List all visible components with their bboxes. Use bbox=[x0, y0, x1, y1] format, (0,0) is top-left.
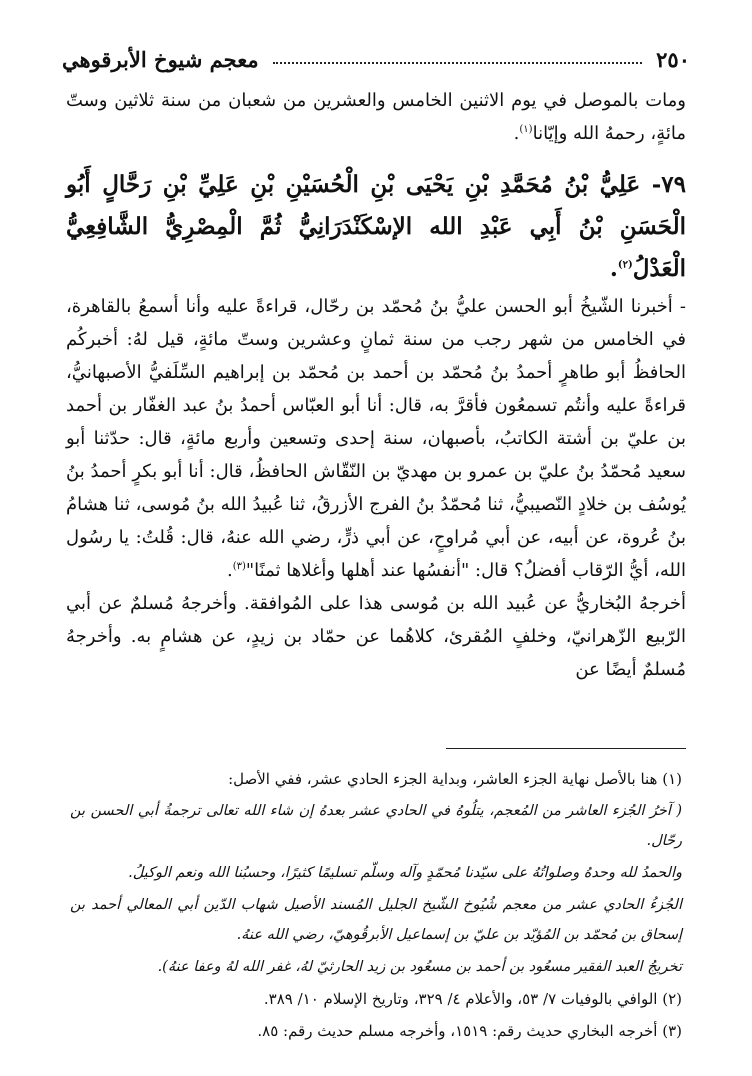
entry-heading-text: ٧٩- عَلِيُّ بْنُ مُحَمَّدِ بْنِ يَحْيَى بْنِ الْحُسَيْنِ بْنِ عَلِيِّ بْنِ رَحَّالٍ أَبُو الْحَسَنِ بْنُ أَبِي عَبْدِ الله الإسْكَنْدَرَانِيُّ ثُمَّ الْمِصْرِيُّ الشَّافِعِيُّ الْعَدْلُ bbox=[66, 171, 686, 282]
footnote-separator bbox=[446, 748, 686, 749]
page-header bbox=[62, 28, 690, 72]
page-number: ٢٥٠ bbox=[656, 47, 690, 72]
footnote-1-quote-line-3: الجُزءُ الحادي عشر من معجم شُيُوخ الشّيخ الجليل المُسند الأصيل شهاب الدّين أبي المعالي أحمد بن إسحاق بن مُحمّد بن المُؤيّد بن عليّ بن إسماعيل الأبرقُوهيّ، رضي الله عنهُ. bbox=[70, 897, 682, 943]
footnote-3: (٣) أخرجه البخاري حديث رقم: ١٥١٩، وأخرجه مسلم حديث رقم: ٨٥. bbox=[257, 1022, 682, 1040]
previous-entry-tail: ومات بالموصل في يوم الاثنين الخامس والعشرين من شعبان من سنة ثلاثين وستّ مائةٍ، رحمهُ الله وإيّانا$^{(١)}$. bbox=[66, 90, 686, 144]
footnote-mark-1: (١) bbox=[519, 124, 533, 135]
header-dotted-leader bbox=[273, 62, 643, 64]
footnote-1-quote-line-4: تخريجُ العبد الفقير مسعُود بن أحمد بن مسعُود بن زيد الحارثيّ لهُ، غفر الله لهُ وعفا عنهُ). bbox=[157, 959, 682, 975]
footnotes bbox=[70, 764, 682, 1048]
footnote-1-intro: (١) هنا بالأصل نهاية الجزء العاشر، وبداية الجزء الحادي عشر، ففي الأصل: bbox=[228, 770, 682, 788]
main-text bbox=[66, 84, 686, 686]
footnote-mark-2: (٢) bbox=[617, 259, 633, 271]
footnote-1-quote-line-1: ( آخرُ الجُزء العاشر من المُعجم، يتلُوهُ في الحادي عشر بعدهُ إن شاء الله تعالى ترجمةُ أبي الحسن بن رحّال. bbox=[70, 803, 682, 849]
intro-text: ومات بالموصل في يوم الاثنين الخامس والعشرين من شعبان من سنة ثلاثين وستّ مائةٍ، رحمهُ الله وإيّانا bbox=[66, 90, 686, 144]
running-title: معجم شيوخ الأبرقوهي bbox=[62, 47, 259, 72]
footnote-1-quote-line-2: والحمدُ لله وحدهُ وصلواتُهُ على سيّدنا مُحمّدٍ وآله وسلّم تسليمًا كثيرًا، وحسبُنا الله ونعم الوكيلُ. bbox=[128, 865, 682, 881]
takhrij-paragraph: أخرجهُ البُخاريُّ عن عُبيد الله بن مُوسى هذا على المُوافقة. وأخرجهُ مُسلمٌ عن أبي الرّبيع الزّهرانيّ، وخلفٍ المُقرئ، كلاهُما عن حمّاد بن زيدٍ، عن هشامٍ به. وأخرجهُ مُسلمٌ أيضًا عن bbox=[66, 593, 686, 680]
hadith-paragraph: - أخبرنا الشّيخُ أبو الحسن عليُّ بنُ مُحمّد بن رحّال، قراءةً عليه وأنا أسمعُ بالقاهرة، في الخامس من شهر رجب من سنة ثمانٍ وعشرين وستّ مائةٍ، قيل لهُ: أخبركُم الحافظُ أبو طاهرٍ أحمدُ بنُ مُحمّد بن أحمد بن مُحمّد بن إبراهيم السِّلَفيُّ الأصبهانيُّ، قراءةً عليه وأنتُم تسمعُون فأقرَّ به، قال: أنا أبو العبّاس أحمدُ بنُ عبد الغفّار بن أحمد بن عليّ بن أشتة الكاتبُ، بأصبهان، سنة إحدى وتسعين وأربع مائةٍ، قال: حدّثنا أبو سعيد مُحمّدُ بنُ عليّ بن عمرو بن مهديّ بن النّقّاش الحافظُ، قال: أنا أبو بكرٍ أحمدُ بنُ يُوسُف بن خلادٍ النّصيبيُّ، ثنا مُحمّدُ بنُ الفرج الأزرقُ، ثنا عُبيدُ الله بنُ مُوسى، ثنا هشامُ بنُ عُروة، عن أبيه، عن أبي مُراوحٍ، عن أبي ذرٍّ، رضي الله عنهُ، قال: قُلتُ: يا رسُول الله، أيُّ الرّقاب أفضلُ؟ قال: "أنفسُها عند أهلها وأغلاها ثمنًا"$^{(٣)}$. bbox=[66, 296, 686, 581]
entry-heading: ٧٩- عَلِيُّ بْنُ مُحَمَّدِ بْنِ يَحْيَى بْنِ الْحُسَيْنِ بْنِ عَلِيِّ بْنِ رَحَّالٍ أَبُو الْحَسَنِ بْنُ أَبِي عَبْدِ الله الإسْكَنْدَرَانِيُّ ثُمَّ الْمِصْرِيُّ الشَّافِعِيُّ الْعَدْلُ$^{(٢)}$. bbox=[66, 171, 686, 282]
footnote-mark-3: (٣) bbox=[232, 561, 246, 572]
hadith-text: - أخبرنا الشّيخُ أبو الحسن عليُّ بنُ مُحمّد بن رحّال، قراءةً عليه وأنا أسمعُ بالقاهرة، في الخامس من شهر رجب من سنة ثمانٍ وعشرين وستّ مائةٍ، قيل لهُ: أخبركُم الحافظُ أبو طاهرٍ أحمدُ بنُ مُحمّد بن أحمد بن مُحمّد بن إبراهيم السِّلَفيُّ الأصبهانيُّ، قراءةً عليه وأنتُم تسمعُون فأقرَّ به، قال: أنا أبو العبّاس أحمدُ بنُ عبد الغفّار بن أحمد بن عليّ بن أشتة الكاتبُ، بأصبهان، سنة إحدى وتسعين وأربع مائةٍ، قال: حدّثنا أبو سعيد مُحمّدُ بنُ عليّ بن عمرو بن مهديّ بن النّقّاش الحافظُ، قال: أنا أبو بكرٍ أحمدُ بنُ يُوسُف بن خلادٍ النّصيبيُّ، ثنا مُحمّدُ بنُ الفرج الأزرقُ، ثنا عُبيدُ الله بنُ مُوسى، ثنا هشامُ بنُ عُروة، عن أبيه، عن أبي مُراوحٍ، عن أبي ذرٍّ، رضي الله عنهُ، قال: قُلتُ: يا رسُول الله، أيُّ الرّقاب أفضلُ؟ قال: "أنفسُها عند أهلها وأغلاها ثمنًا" bbox=[66, 296, 686, 581]
footnote-2: (٢) الوافي بالوفيات ٧/ ٥٣، والأعلام ٤/ ٣٢٩، وتاريخ الإسلام ١٠/ ٣٨٩. bbox=[263, 990, 682, 1008]
